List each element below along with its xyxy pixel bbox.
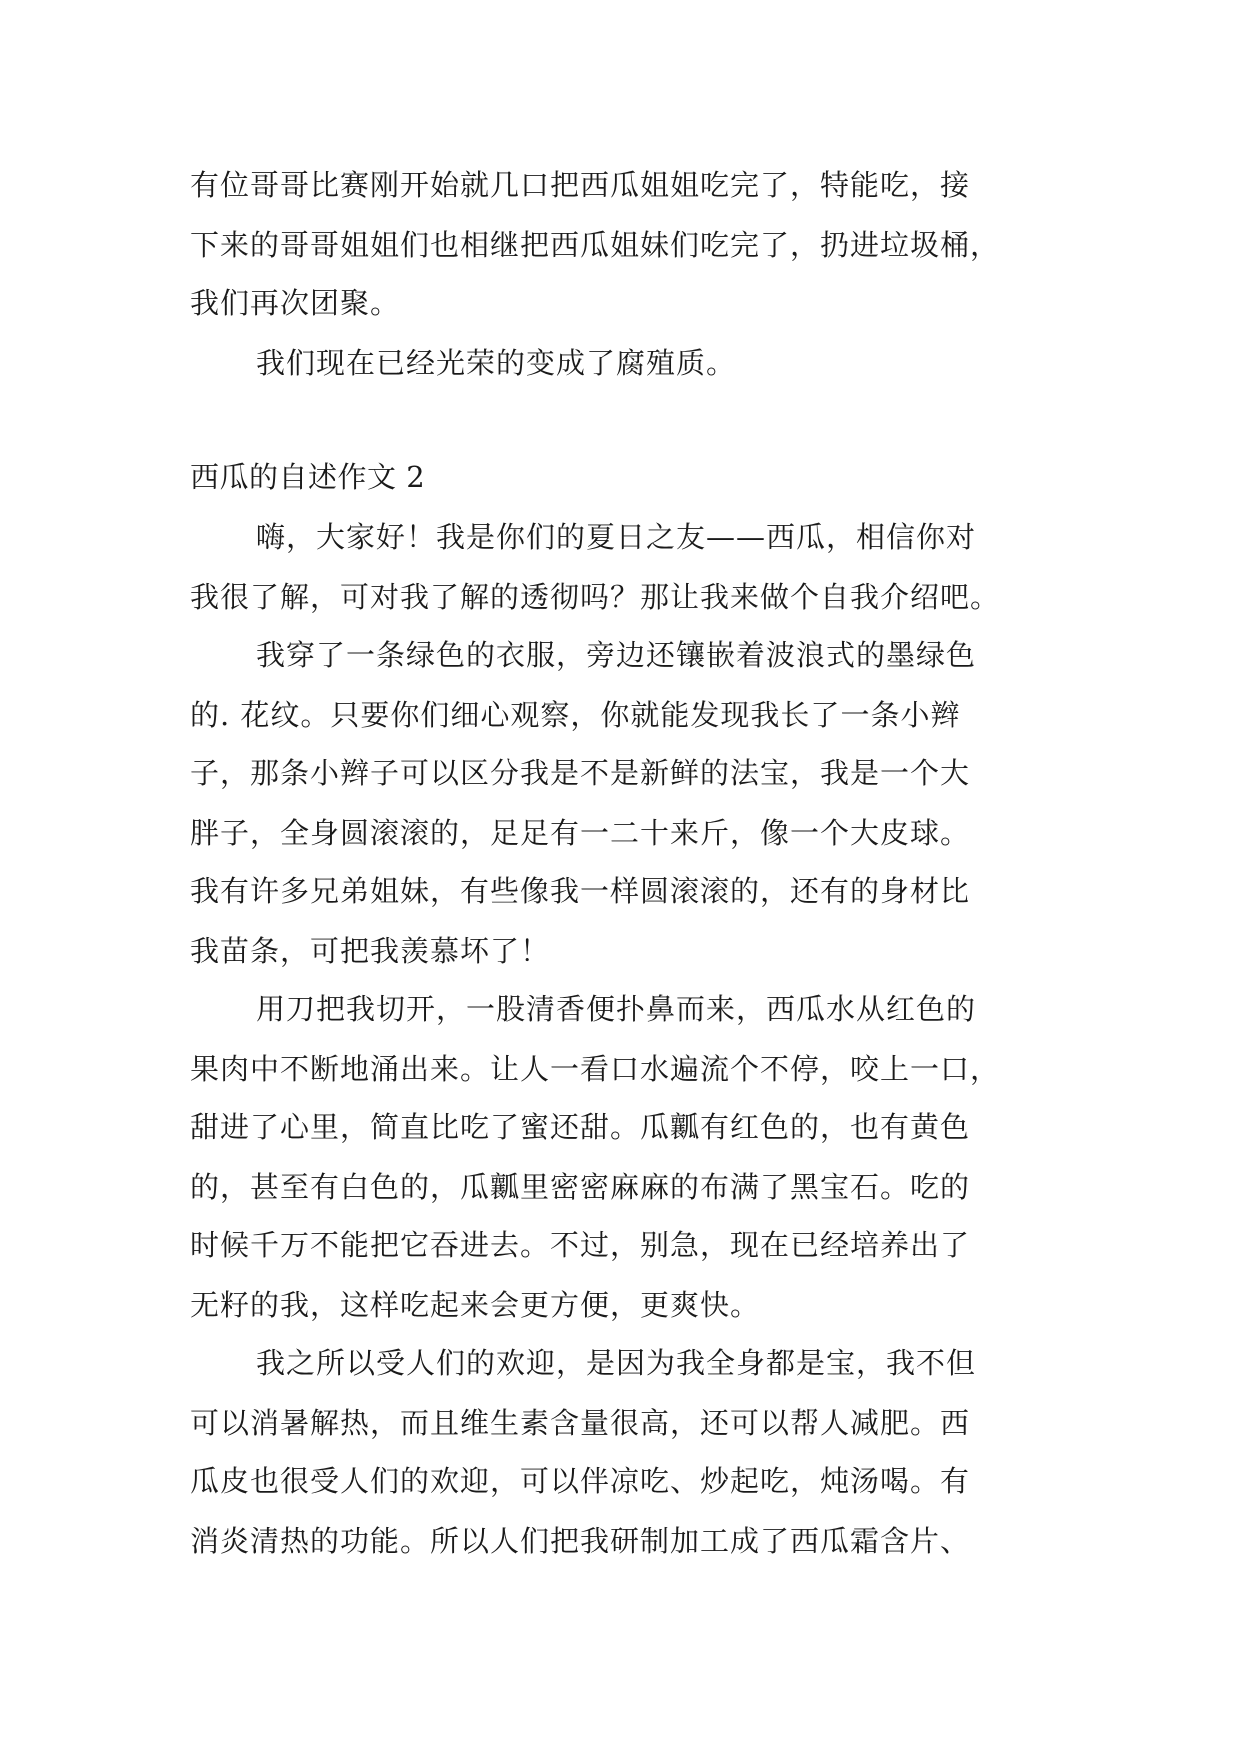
text-line: 子，那条小辫子可以区分我是不是新鲜的法宝，我是一个大 xyxy=(190,756,971,790)
text-line: 下来的哥哥姐姐们也相继把西瓜姐妹们吃完了，扔进垃圾桶， xyxy=(190,228,1001,262)
text-line: 可以消暑解热，而且维生素含量很高，还可以帮人减肥。西 xyxy=(190,1406,971,1440)
text-line: 我有许多兄弟姐妹，有些像我一样圆滚滚的，还有的身材比 xyxy=(190,874,971,908)
text-line: 无籽的我，这样吃起来会更方便，更爽快。 xyxy=(190,1288,761,1322)
text-line: 我很了解，可对我了解的透彻吗？那让我来做个自我介绍吧。 xyxy=(190,580,1001,614)
text-line: 嗨，大家好！我是你们的夏日之友——西瓜，相信你对 xyxy=(256,520,977,554)
text-line: 我苗条，可把我羡慕坏了！ xyxy=(190,934,551,968)
text-line: 果肉中不断地涌出来。让人一看口水遍流个不停，咬上一口， xyxy=(190,1052,1001,1086)
text-line: 我穿了一条绿色的衣服，旁边还镶嵌着波浪式的墨绿色 xyxy=(256,638,977,672)
text-line: 我之所以受人们的欢迎，是因为我全身都是宝，我不但 xyxy=(256,1346,977,1380)
text-line: 有位哥哥比赛刚开始就几口把西瓜姐姐吃完了，特能吃，接 xyxy=(190,168,971,202)
text-line: 甜进了心里，简直比吃了蜜还甜。瓜瓤有红色的，也有黄色 xyxy=(190,1110,971,1144)
text-line: 瓜皮也很受人们的欢迎，可以伴凉吃、炒起吃，炖汤喝。有 xyxy=(190,1464,971,1498)
text-line: 时候千万不能把它吞进去。不过，别急，现在已经培养出了 xyxy=(190,1228,971,1262)
text-line: 我们现在已经光荣的变成了腐殖质。 xyxy=(256,346,737,380)
text-line: 我们再次团聚。 xyxy=(190,286,401,320)
text-line: 用刀把我切开，一股清香便扑鼻而来，西瓜水从红色的 xyxy=(256,992,977,1026)
text-line: 的. 花纹。只要你们细心观察，你就能发现我长了一条小辫 xyxy=(190,698,961,732)
text-line: 的，甚至有白色的，瓜瓤里密密麻麻的布满了黑宝石。吃的 xyxy=(190,1170,971,1204)
text-line: 消炎清热的功能。所以人们把我研制加工成了西瓜霜含片、 xyxy=(190,1524,971,1558)
text-line: 胖子，全身圆滚滚的，足足有一二十来斤，像一个大皮球。 xyxy=(190,816,971,850)
section-heading: 西瓜的自述作文 2 xyxy=(190,460,426,494)
